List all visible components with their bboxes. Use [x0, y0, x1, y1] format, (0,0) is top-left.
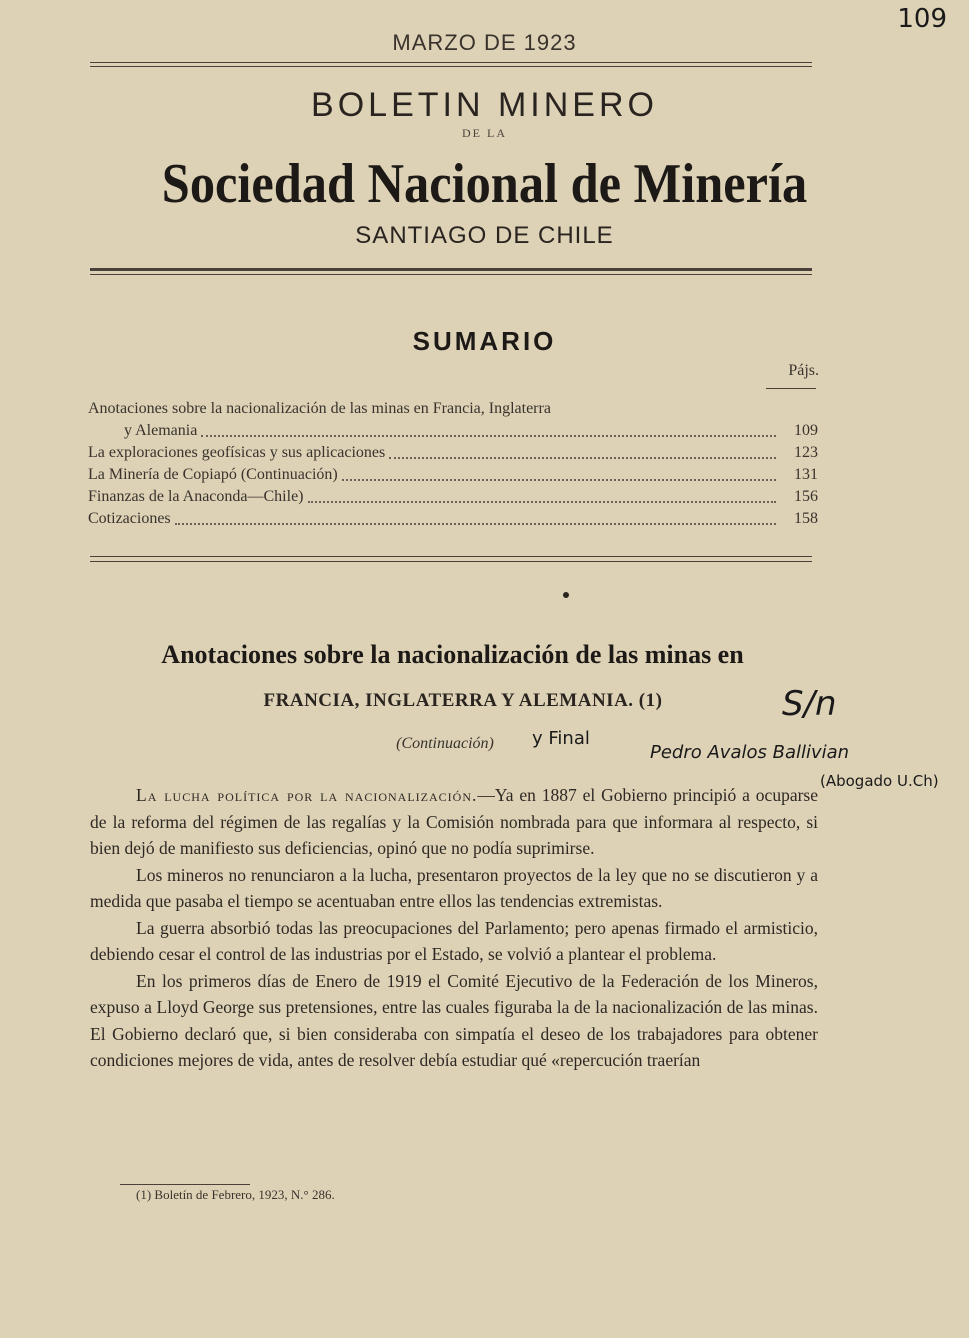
handwritten-name: Pedro Avalos Ballivian [650, 742, 850, 763]
issue-date: MARZO DE 1923 [392, 30, 577, 55]
handwritten-note: (Abogado U.Ch) [820, 772, 939, 790]
handwritten-page-number: 109 [897, 4, 947, 34]
summary-rule-bottom-2 [90, 561, 812, 562]
footnote: (1) Boletín de Febrero, 1923, N.° 286. [136, 1187, 335, 1202]
article-continuation: (Continuación) [396, 735, 494, 752]
toc-entry-page: 156 [794, 488, 818, 505]
paragraph: Los mineros no renunciaron a la lucha, presentaron proyectos de la ley que no se discutieron y a medida que pasaba el tiempo se acentuaban entre ellos las tendencias extremistas. [90, 864, 818, 911]
handwritten-mark: S/n [782, 684, 837, 724]
toc-entry-page: 158 [794, 510, 818, 527]
toc-entry [88, 442, 818, 464]
toc-entry-title: La Minería de Copiapó (Continuación) [88, 466, 338, 483]
pages-label: Pájs. [788, 362, 819, 379]
paragraph [90, 782, 818, 862]
article-title: Anotaciones sobre la nacionalización de las minas en [161, 640, 744, 669]
toc-entry-title: La exploraciones geofísicas y sus aplicaciones [88, 444, 386, 461]
paragraph: En los primeros días de Enero de 1919 el Comité Ejecutivo de la Federación de los Mineros, expuso a Lloyd George sus pretensiones, entre las cuales figuraba la de la nacionalización de las minas. El Gobierno declaró que, si bien consideraba con simpatía el deseo de los trabajadores para obtener condiciones mejores de vida, antes de resolver debía estudiar qué «repercución traerían [90, 970, 818, 1070]
toc-entry-line1: Anotaciones sobre la nacionalización de las minas en Francia, Inglaterra [88, 400, 551, 417]
toc-entry-page: 131 [794, 466, 818, 483]
paragraph-text: —Ya en 1887 el Gobierno principió a ocuparse de la reforma del régimen de las regalías y la Comisión nombrada para que informara al respecto, si bien dejó de manifiesto sus deficiencias, opinó que no podía suprimirse. [90, 785, 818, 858]
header-rule-bottom [90, 268, 812, 271]
toc-entry-page: 109 [794, 422, 818, 439]
summary-heading: SUMARIO [412, 326, 557, 356]
toc-entry-title: Finanzas de la Anaconda—Chile) [88, 488, 304, 505]
toc-entry [88, 508, 818, 530]
section-bullet [563, 592, 569, 598]
toc-entry-title: Cotizaciones [88, 510, 171, 527]
toc-leader [389, 457, 776, 459]
toc-leader [175, 523, 776, 525]
header-rule-top-2 [90, 66, 812, 67]
toc-entry [88, 486, 818, 508]
paragraph: La guerra absorbió todas las preocupaciones del Parlamento; pero apenas firmado el armisticio, debiendo cesar el control de las industrias por el Estado, se volvió a plantear el problema. [90, 917, 818, 964]
table-of-contents [88, 398, 818, 530]
header-rule-top [90, 62, 812, 63]
footnote-rule [120, 1184, 250, 1185]
toc-entry [88, 420, 818, 442]
header-rule-bottom-2 [90, 274, 812, 275]
pages-label-rule [766, 388, 816, 389]
lead-in: La lucha política por la nacionalización. [136, 785, 478, 805]
toc-entry-page: 123 [794, 444, 818, 461]
toc-leader [308, 501, 777, 503]
bulletin-de-la: DE LA [462, 126, 507, 140]
toc-entry [88, 464, 818, 486]
society-name: Sociedad Nacional de Minería [161, 153, 808, 215]
toc-leader [201, 435, 776, 437]
summary-rule-bottom [90, 556, 812, 557]
article-body [90, 782, 818, 1074]
bulletin-title: BOLETIN MINERO [311, 86, 658, 124]
toc-entry-title: y Alemania [124, 422, 198, 439]
city-line: SANTIAGO DE CHILE [355, 222, 614, 249]
article-subtitle: FRANCIA, INGLATERRA Y ALEMANIA. (1) [263, 690, 663, 711]
toc-leader [342, 479, 776, 481]
handwritten-final: y Final [532, 728, 590, 749]
